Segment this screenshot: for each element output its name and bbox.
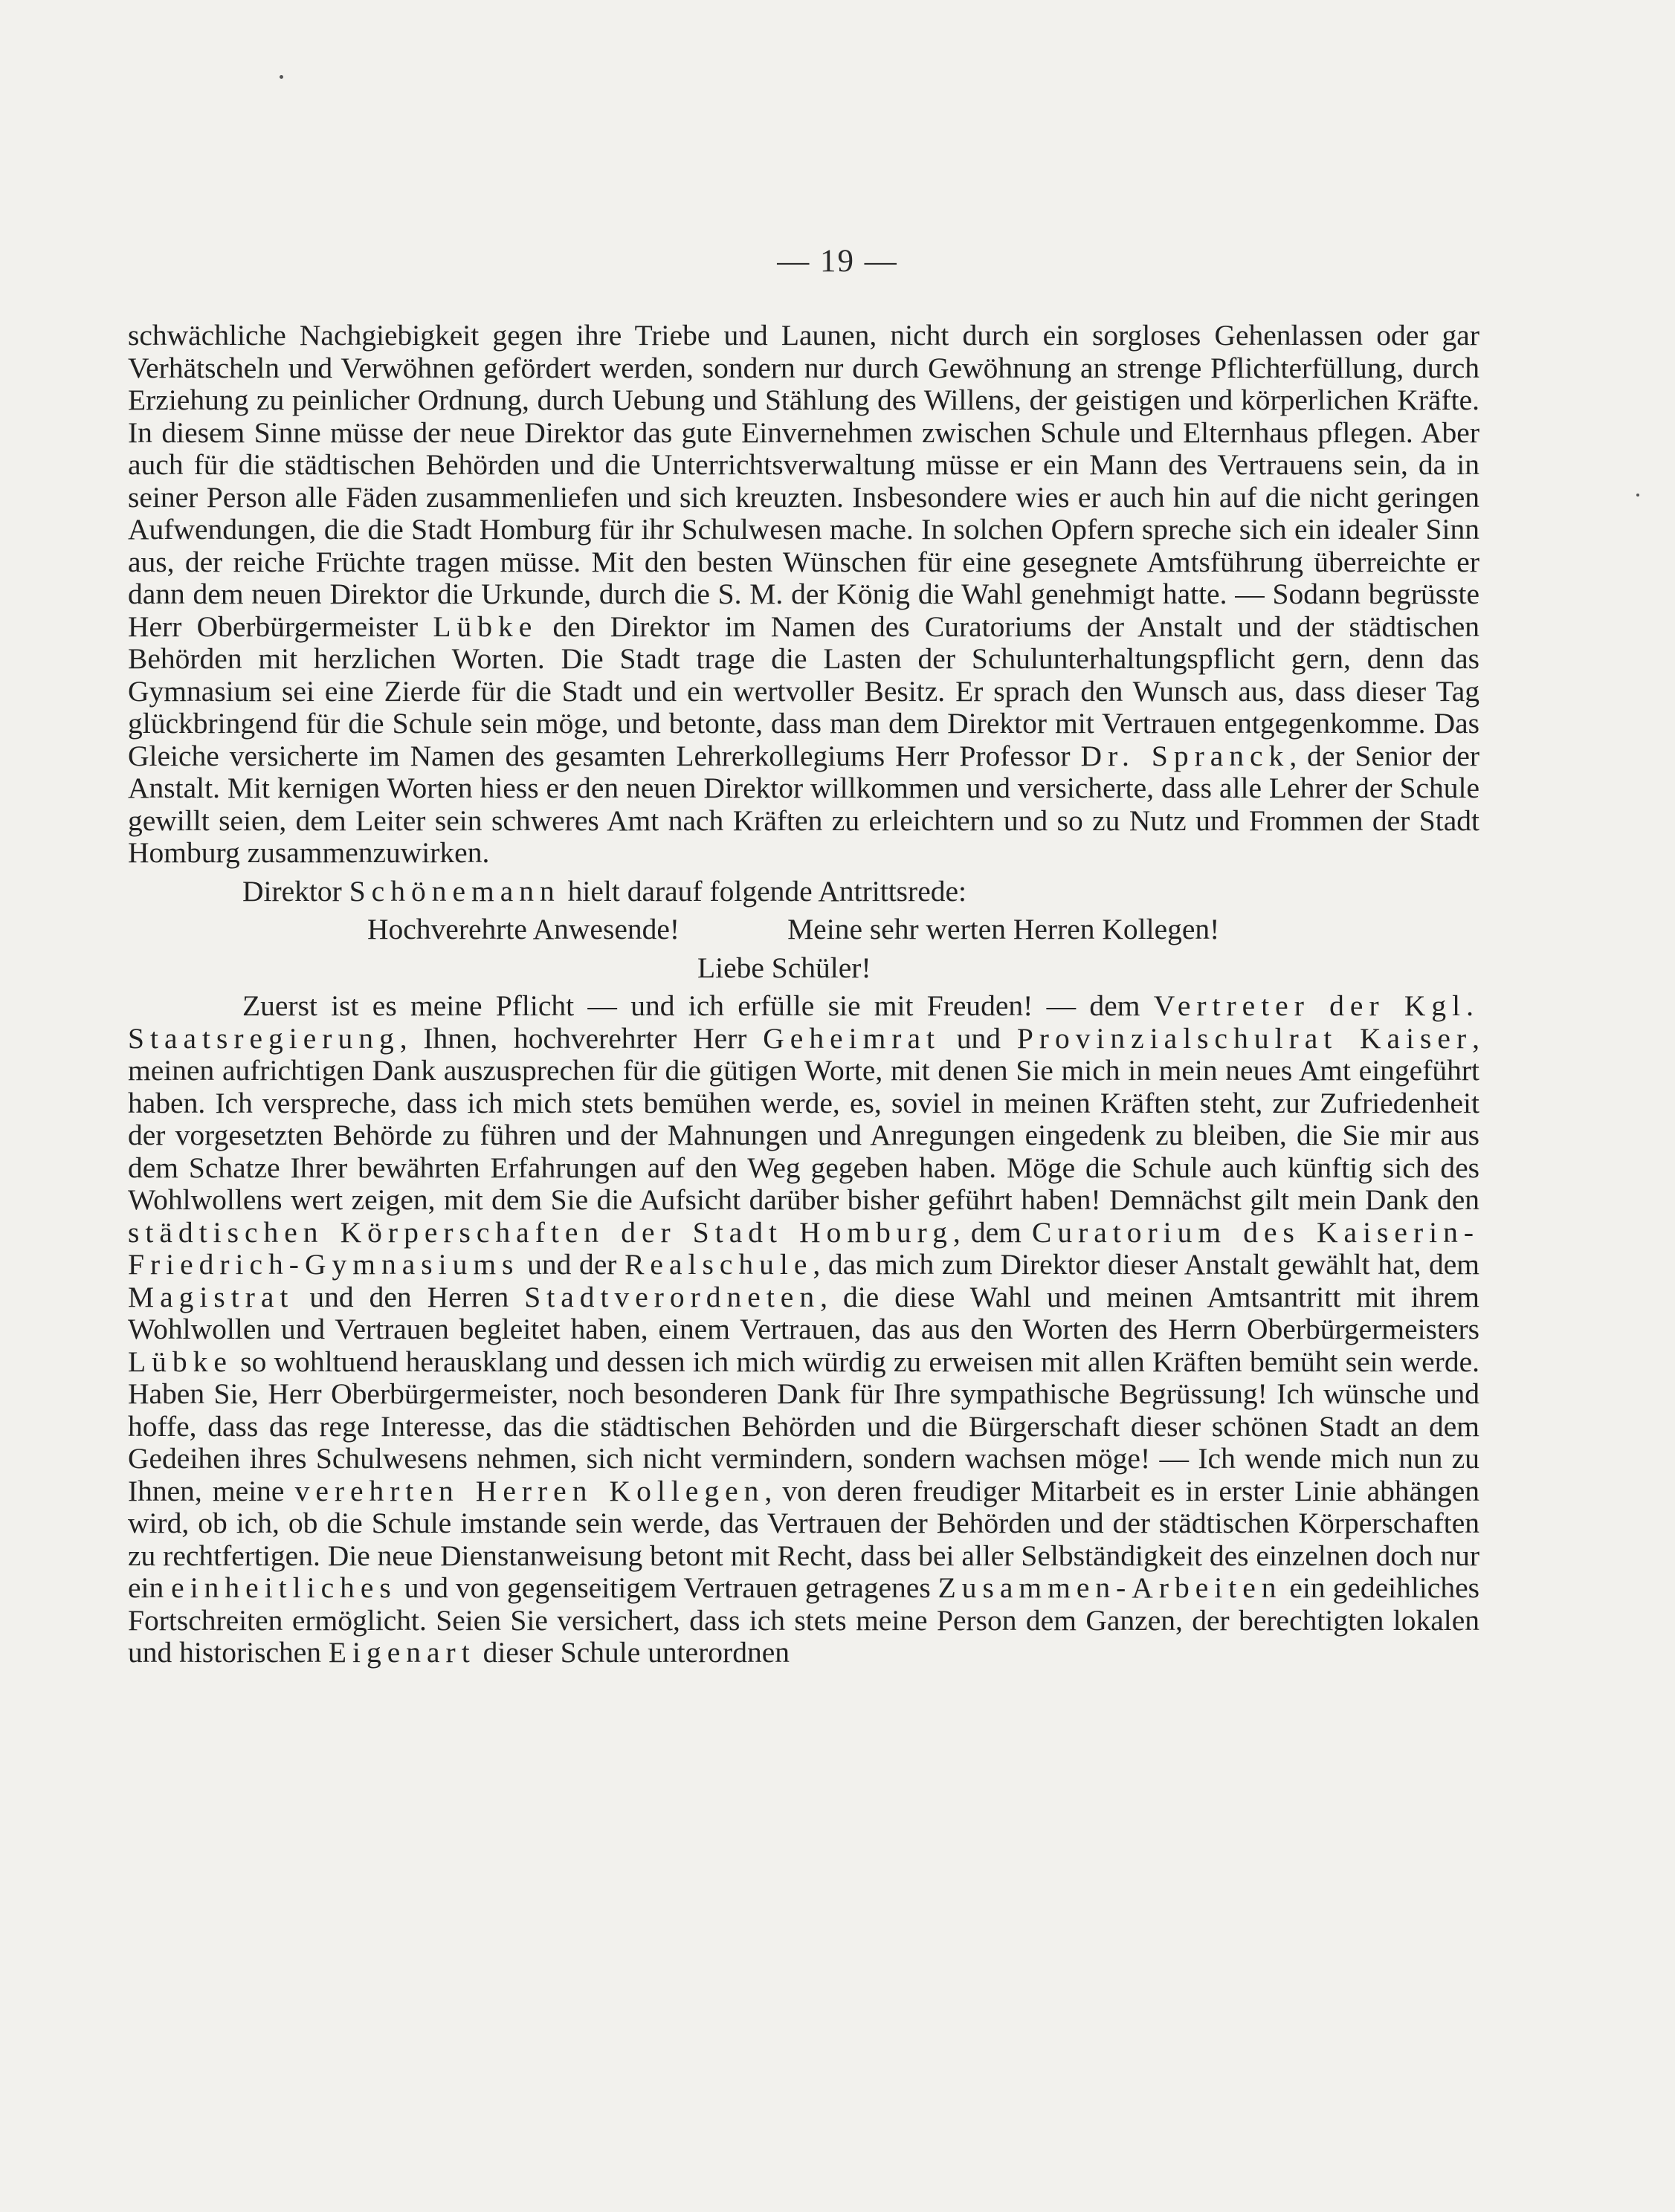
spaced-term: Magistrat	[128, 1280, 294, 1313]
spaced-term: städtischen Körperschaften der Stadt Homburg	[128, 1215, 953, 1249]
spaced-term: Realschule	[625, 1248, 813, 1281]
paragraph-introduction: Direktor Schönemann hielt darauf folgende Antrittsrede:	[242, 874, 966, 908]
dust-speck	[1636, 494, 1639, 497]
spaced-term: Zusammen-Arbeiten	[937, 1571, 1282, 1604]
spaced-term: Stadtverordneten	[524, 1280, 821, 1313]
salutation-colleagues: Meine sehr werten Herren Kollegen!	[787, 913, 1220, 945]
spaced-term: Curatorium des Kaiserin-Friedrich-Gymnasiums	[128, 1215, 1479, 1281]
paragraph-speech-report: schwächliche Nachgiebigkeit gegen ihre Triebe und Launen, nicht durch ein sorgloses Gehenlassen oder gar Verhätscheln und Verwöhnen gefördert werden, sondern nur durch Gewöhnung an strenge Pflichterfüllung, durch Erziehung zu peinlicher Ordnung, durch Uebung und Stählung des Willens, der geistigen und körperlichen Kräfte. In diesem Sinne müsse der neue Direktor das gute Einvernehmen zwischen Schule und Elternhaus pflegen. Aber auch für die städtischen Behörden und die Unterrichtsverwaltung müsse er ein Mann des Vertrauens sein, da in seiner Person alle Fäden zusammenliefen und sich kreuzten. Insbesondere wies er auch hin auf die nicht geringen Aufwendungen, die die Stadt Homburg für ihr Schulwesen mache. In solchen Opfern spreche sich ein idealer Sinn aus, der reiche Früchte tragen müsse. Mit den besten Wünschen für eine gesegnete Amtsführung überreichte er dann dem neuen Direktor die Urkunde, durch die S. M. der König die Wahl genehmigt hatte. — Sodann begrüsste Herr Oberbürgermeister Lübke den Direktor im Namen des Curatoriums der Anstalt und der städtischen Behörden mit herzlichen Worten. Die Stadt trage die Lasten der Schulunterhaltungspflicht gern, denn das Gymnasium sei eine Zierde für die Stadt und ein wertvoller Besitz. Er sprach den Wunsch aus, dass dieser Tag glückbringend für die Schule sein möge, und betonte, dass man dem Direktor mit Vertrauen entgegenkomme. Das Gleiche versicherte im Namen des gesamten Lehrerkollegiums Herr Professor Dr. Spranck, der Senior der Anstalt. Mit kernigen Worten hiess er den neuen Direktor willkommen und versicherte, dass alle Lehrer der Schule gewillt seien, dem Leiter sein schweres Amt nach Kräften zu erleichtern und so zu Nutz und Frommen der Stadt Homburg zusammenzuwirken.	[128, 319, 1480, 869]
spaced-name: Dr. Spranck	[1080, 739, 1290, 772]
salutation-students: Liebe Schüler!	[697, 951, 871, 984]
spaced-term: verehrten Herren Kollegen	[294, 1474, 765, 1507]
paragraph-speech: Zuerst ist es meine Pflicht — und ich erfülle sie mit Freuden! — dem Vertreter der Kgl. Staatsregierung, Ihnen, hochverehrter Herr Geheimrat und Provinzialschulrat Kaiser, meinen aufrichtigen Dank auszusprechen für die gütigen Worte, mit denen Sie mich in mein neues Amt eingeführt haben. Ich verspreche, dass ich mich stets bemühen werde, es, soviel in meinen Kräften steht, zur Zufriedenheit der vorgesetzten Behörde zu führen und der Mahnungen und Anregungen eingedenk zu bleiben, die Sie mir aus dem Schatze Ihrer bewährten Erfahrungen auf den Weg gegeben haben. Möge die Schule auch künftig sich des Wohlwollens wert zeigen, mit dem Sie die Aufsicht darüber bisher geführt haben! Demnächst gilt mein Dank den städtischen Körperschaften der Stadt Homburg, dem Curatorium des Kaiserin-Friedrich-Gymnasiums und der Realschule, das mich zum Direktor dieser Anstalt gewählt hat, dem Magistrat und den Herren Stadtverordneten, die diese Wahl und meinen Amtsantritt mit ihrem Wohlwollen und Vertrauen begleitet haben, einem Vertrauen, das aus den Worten des Herrn Oberbürgermeisters Lübke so wohltuend herausklang und dessen ich mich würdig zu erweisen mit allen Kräften bemüht sein werde. Haben Sie, Herr Oberbürgermeister, noch besonderen Dank für Ihre sympathische Begrüssung! Ich wünsche und hoffe, dass das rege Interesse, das die städtischen Behörden und die Bürgerschaft dieser schönen Stadt an dem Gedeihen ihres Schulwesens nehmen, sich nicht vermindern, sondern wachsen möge! — Ich wende mich nun zu Ihnen, meine verehrten Herren Kollegen, von deren freudiger Mitarbeit es in erster Linie abhängen wird, ob ich, ob die Schule imstande sein werde, das Vertrauen der Behörden und der städtischen Körperschaften zu rechtfertigen. Die neue Dienstanweisung betont mit Recht, dass bei aller Selbständigkeit des einzelnen doch nur ein einheitliches und von gegenseitigem Vertrauen getragenes Zusammen-Arbeiten ein gedeihliches Fortschreiten ermöglicht. Seien Sie versichert, dass ich stets meine Person dem Ganzen, der berechtigten lokalen und historischen Eigenart dieser Schule unterordnen	[128, 989, 1480, 1669]
spaced-term: einheitliches	[171, 1571, 397, 1604]
salutation-guests: Hochverehrte Anwesende!	[367, 913, 680, 945]
spaced-name: Schönemann	[349, 874, 561, 908]
spaced-term: Vertreter der Kgl. Staatsregierung	[128, 989, 1480, 1055]
spaced-term: Lübke	[128, 1345, 233, 1378]
spaced-name: Lübke	[433, 609, 538, 643]
page-number: — 19 —	[777, 244, 898, 279]
spaced-term: Eigenart	[328, 1636, 476, 1669]
spaced-term: Provinzialschulrat Kaiser	[1016, 1021, 1473, 1055]
spaced-term: Geheimrat	[763, 1021, 940, 1055]
dust-speck	[280, 75, 283, 79]
salutation-line	[128, 913, 1479, 946]
body-text	[128, 320, 1479, 1669]
